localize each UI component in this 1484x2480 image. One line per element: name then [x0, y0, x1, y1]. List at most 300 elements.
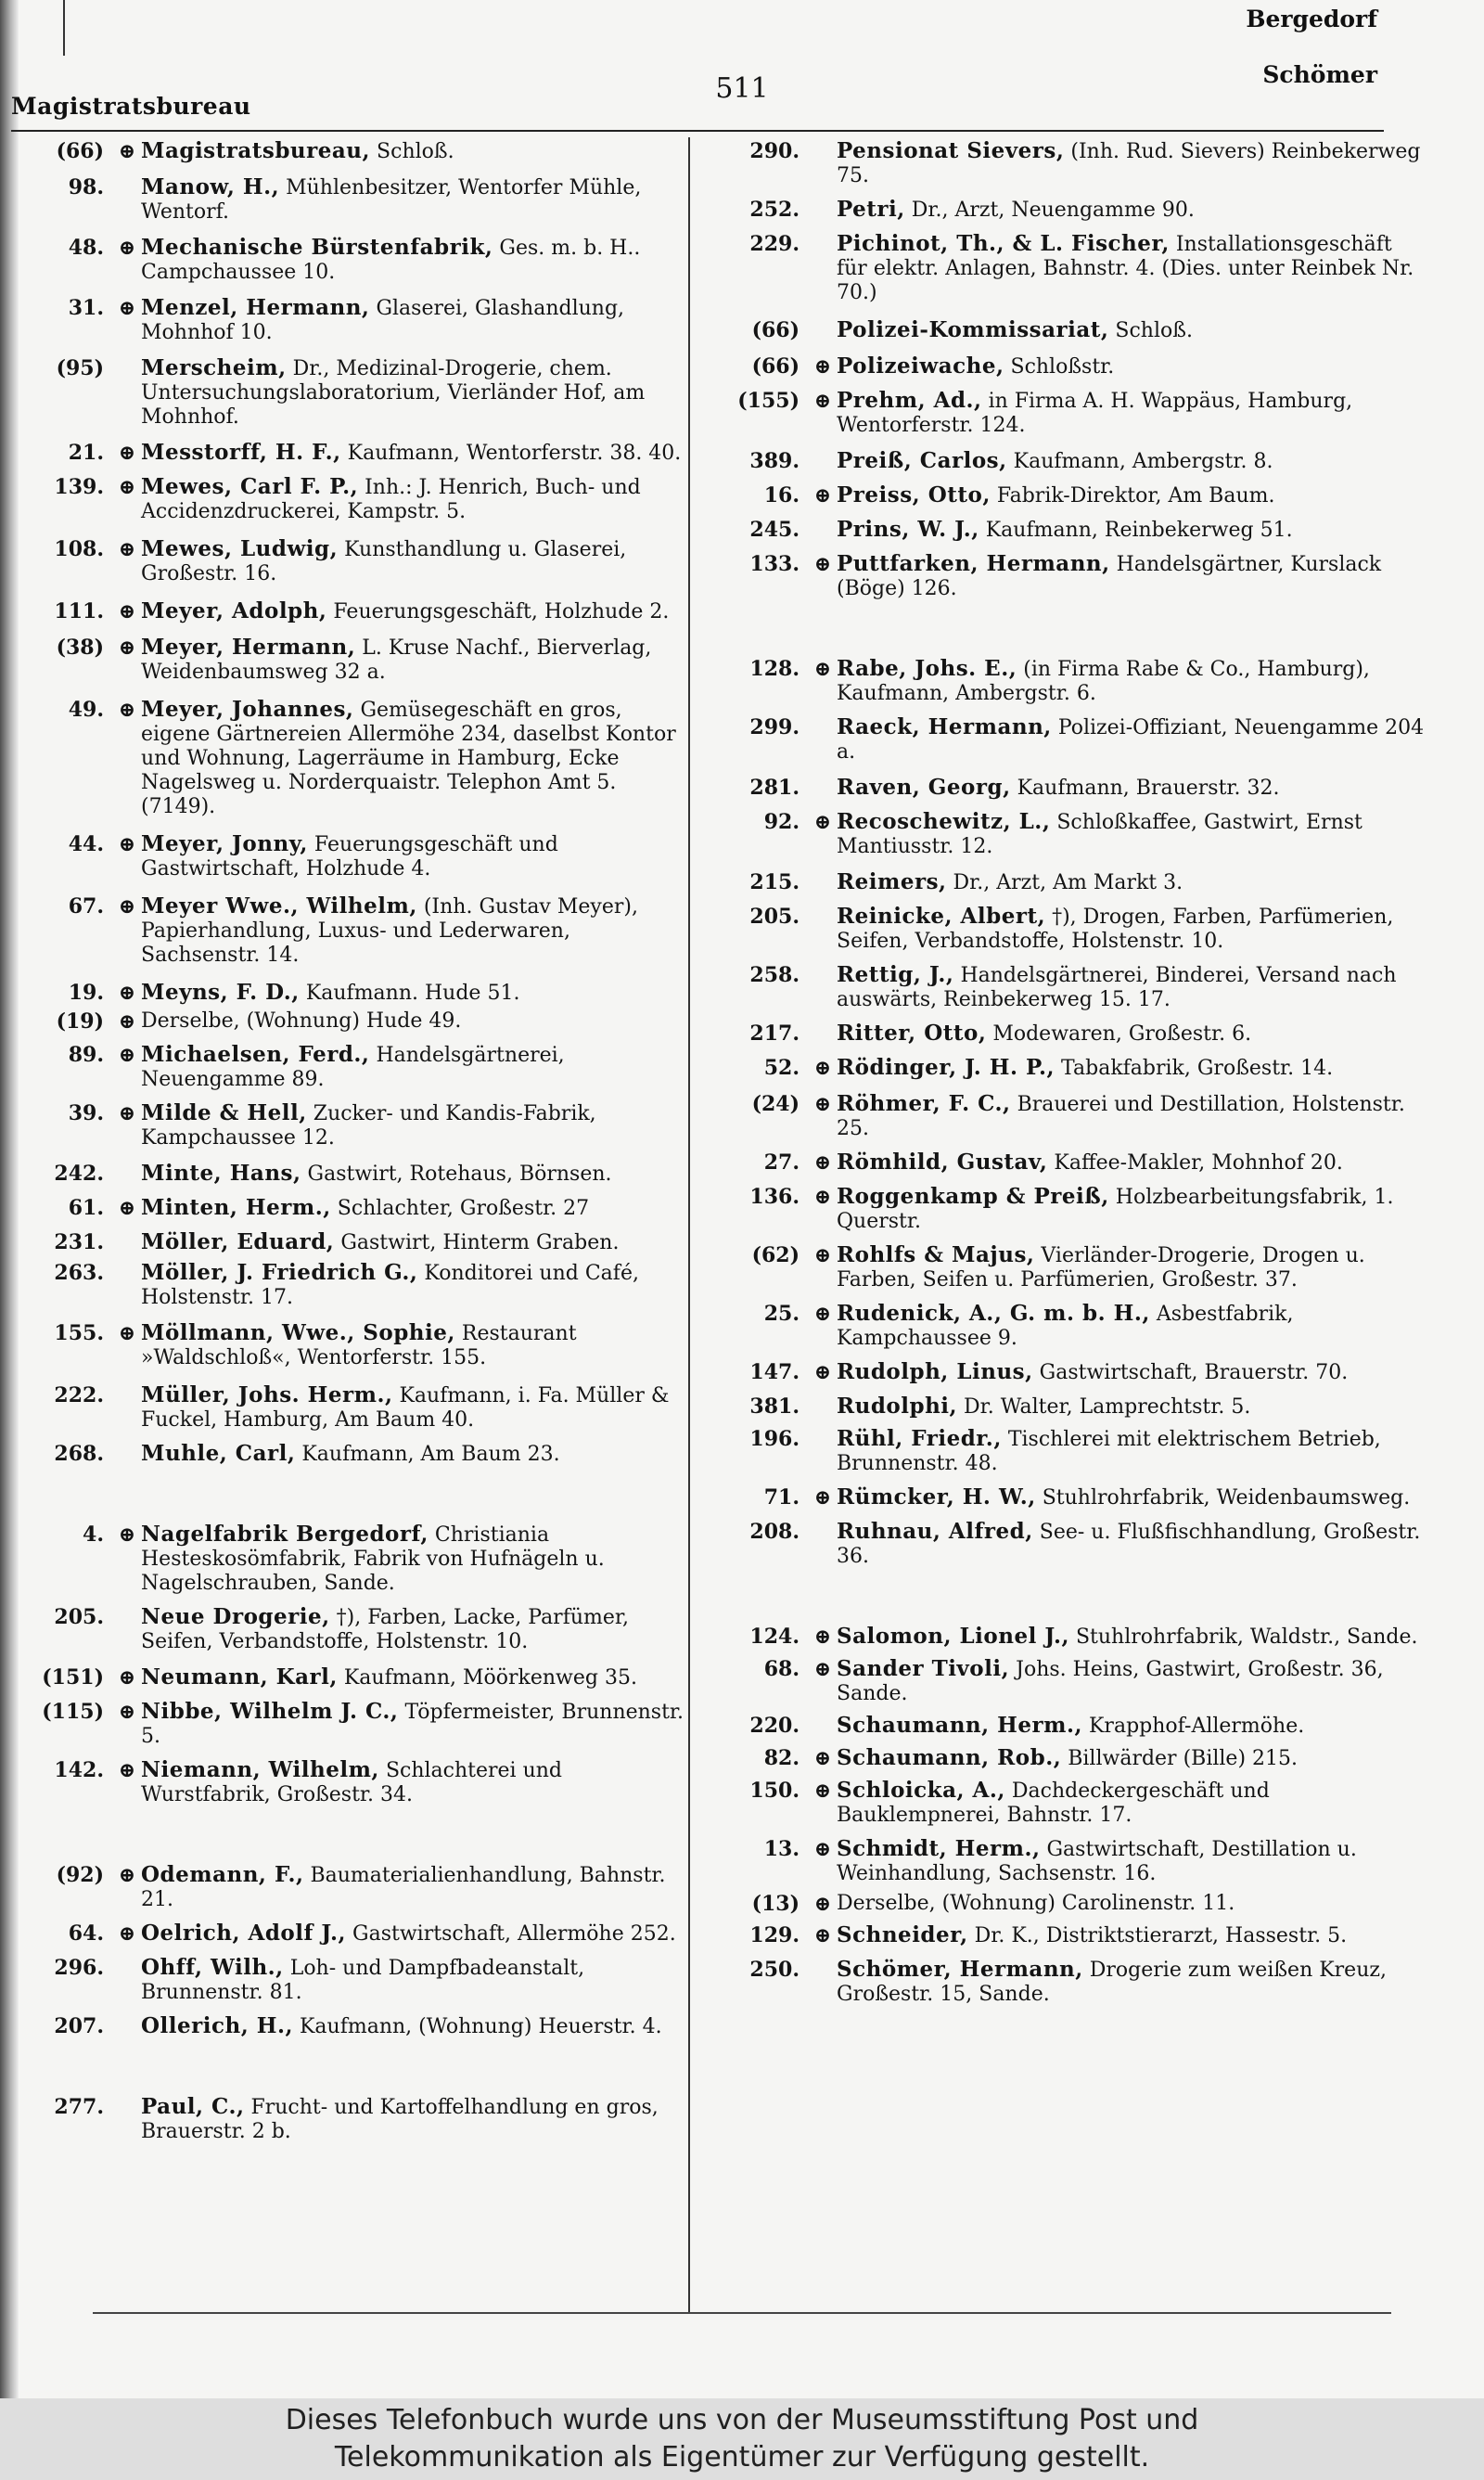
entry-description: Kaufmann, Ambergstr. 8.: [1013, 450, 1273, 473]
entry-description: Kaufmann, Brauerstr. 32.: [1017, 777, 1280, 800]
entry-text: [837, 1958, 1428, 2007]
cross-marker-icon: ⊕: [118, 894, 136, 919]
entry-text: [837, 1022, 1428, 1047]
entry-name: Meyer Wwe., Wilhelm,: [141, 893, 417, 919]
entry-text: [837, 1923, 1428, 1948]
cross-marker-icon: ⊕: [813, 1746, 832, 1770]
entry-text: [141, 1383, 686, 1433]
directory-entry: [733, 1485, 1428, 1510]
directory-entry: [733, 449, 1428, 474]
entry-description: Dr., Arzt, Am Markt 3.: [953, 871, 1183, 894]
cross-marker-icon: ⊕: [118, 832, 136, 856]
directory-entry: [733, 1150, 1428, 1176]
entry-phone-number: (92): [56, 1863, 104, 1887]
entry-name: Muhle, Carl,: [141, 1441, 296, 1466]
directory-entry: [733, 1360, 1428, 1385]
directory-entry: [733, 1958, 1428, 2007]
entry-description: Tischlerei mit elektrischem Betrieb, Brunnenstr. 48.: [837, 1428, 1381, 1475]
entry-name: Polizei-Kommissariat,: [837, 317, 1109, 342]
entry-description: Fabrik-Direktor, Am Baum.: [996, 484, 1275, 508]
entry-name: Reimers,: [837, 869, 947, 894]
entry-phone-number: 82.: [763, 1746, 800, 1770]
directory-entry: [733, 963, 1428, 1012]
entry-name: Meyer, Johannes,: [141, 697, 354, 722]
entry-text: [141, 832, 686, 881]
entry-text: [141, 139, 686, 164]
directory-entry: [733, 810, 1428, 859]
entry-text: [141, 1605, 686, 1654]
cross-marker-icon: ⊕: [118, 698, 136, 722]
directory-entry: [733, 483, 1428, 508]
entry-name: Menzel, Hermann,: [141, 295, 370, 320]
entry-name: Michaelsen, Ferd.,: [141, 1042, 370, 1067]
entry-text: [837, 1779, 1428, 1828]
entry-text: [837, 1092, 1428, 1141]
entry-name: Neumann, Karl,: [141, 1664, 338, 1690]
entry-description: Schloßstr.: [1010, 355, 1115, 379]
entry-description: Gastwirtschaft, Brauerstr. 70.: [1039, 1361, 1349, 1384]
cross-marker-icon: ⊕: [118, 1523, 136, 1547]
entry-phone-number: (66): [751, 354, 800, 379]
entry-name: Odemann, F.,: [141, 1862, 304, 1887]
entry-text: [141, 1043, 686, 1092]
entry-name: Prehm, Ad.,: [837, 388, 982, 413]
entry-text: [141, 1009, 686, 1034]
entry-phone-number: (95): [56, 356, 104, 380]
entry-description: Billwärder (Bille) 215.: [1068, 1747, 1298, 1770]
entry-description: †), Farben, Lacke, Parfümer, Seifen, Verbandstoffe, Holstenstr. 10.: [141, 1606, 629, 1653]
entry-text: [141, 441, 686, 466]
entry-text: [837, 1714, 1428, 1739]
directory-entry: [733, 1520, 1428, 1569]
entry-text: [837, 1394, 1428, 1420]
entry-name: Polizeiwache,: [837, 353, 1004, 379]
cross-marker-icon: ⊕: [118, 981, 136, 1005]
entry-name: Prins, W. J.,: [837, 517, 979, 542]
directory-entry: [733, 776, 1428, 801]
entry-description: (in Firma Rabe & Co., Hamburg), Kaufmann, Ambergstr. 6.: [837, 658, 1370, 705]
entry-description: Glaserei, Glashandlung, Mohnhof 10.: [141, 297, 625, 344]
entry-description: Dr., Medizinal-Drogerie, chem. Untersuchungslaboratorium, Vierländer Hof, am Mohnhof.: [141, 357, 646, 429]
entry-description: Stuhlrohrfabrik, Weidenbaumsweg.: [1042, 1486, 1411, 1510]
cross-marker-icon: ⊕: [118, 599, 136, 623]
entry-phone-number: (151): [42, 1665, 104, 1690]
entry-text: [837, 198, 1428, 223]
directory-entry: [37, 1956, 686, 2005]
cross-marker-icon: ⊕: [813, 1779, 832, 1803]
cross-marker-icon: ⊕: [813, 1837, 832, 1861]
entry-text: [837, 1485, 1428, 1510]
directory-entry: [37, 1863, 686, 1912]
header-rule: [11, 130, 1384, 132]
entry-name: Raeck, Hermann,: [837, 714, 1052, 739]
entry-description: Krapphof-Allermöhe.: [1089, 1715, 1305, 1738]
entry-text: [837, 1360, 1428, 1385]
cross-marker-icon: ⊕: [118, 475, 136, 499]
entry-phone-number: 229.: [749, 232, 800, 256]
entry-text: [837, 810, 1428, 859]
entry-phone-number: (155): [737, 389, 800, 413]
entry-description: L. Kruse Nachf., Bierverlag, Weidenbaumsweg 32 a.: [141, 636, 652, 684]
directory-entry: [733, 1427, 1428, 1476]
entry-text: [141, 1162, 686, 1187]
entry-description: Derselbe, (Wohnung) Carolinenstr. 11.: [837, 1892, 1235, 1915]
entry-phone-number: (24): [751, 1092, 800, 1116]
entry-phone-number: 277.: [54, 2095, 104, 2119]
entry-description: Dr., Arzt, Neuengamme 90.: [911, 199, 1195, 222]
entry-description: Handelsgärtnerei, Binderei, Versand nach auswärts, Reinbekerweg 15. 17.: [837, 964, 1397, 1011]
directory-entry: [37, 1605, 686, 1654]
entry-text: [837, 354, 1428, 379]
entry-name: Schaumann, Rob.,: [837, 1745, 1062, 1770]
directory-entry: [37, 1442, 686, 1467]
entry-phone-number: 217.: [749, 1022, 800, 1046]
cross-marker-icon: ⊕: [118, 236, 136, 260]
directory-entry: [733, 657, 1428, 706]
entry-name: Rettig, J.,: [837, 962, 954, 987]
entry-phone-number: 4.: [83, 1523, 104, 1547]
entry-text: [837, 905, 1428, 954]
entry-description: Installationsgeschäft für elektr. Anlagen, Bahnstr. 4. (Dies. unter Reinbek Nr. 70.): [837, 233, 1414, 304]
cross-marker-icon: ⊕: [118, 1921, 136, 1946]
cross-marker-icon: ⊕: [813, 1185, 832, 1209]
entry-name: Petri,: [837, 197, 905, 222]
entry-phone-number: 136.: [749, 1185, 800, 1209]
column-divider: [688, 137, 690, 2313]
entry-phone-number: 25.: [763, 1302, 800, 1326]
entry-text: [837, 1520, 1428, 1569]
entry-phone-number: 44.: [68, 832, 104, 856]
entry-text: [837, 449, 1428, 474]
entry-description: †), Drogen, Farben, Parfümerien, Seifen, Verbandstoffe, Holstenstr. 10.: [837, 906, 1394, 953]
entry-description: Ges. m. b. H.. Campchaussee 10.: [141, 237, 641, 284]
entry-phone-number: (38): [56, 636, 104, 660]
cross-marker-icon: ⊕: [118, 537, 136, 561]
entry-text: [141, 2095, 686, 2144]
entry-phone-number: 205.: [749, 905, 800, 929]
directory-entry: [37, 981, 686, 1006]
directory-entry: [733, 1185, 1428, 1234]
entry-phone-number: 268.: [54, 1442, 104, 1466]
directory-entry: [37, 698, 686, 819]
entry-text: [837, 483, 1428, 508]
entry-text: [141, 981, 686, 1006]
cross-marker-icon: ⊕: [813, 1360, 832, 1384]
entry-name: Magistratsbureau,: [141, 138, 371, 163]
entry-description: See- u. Flußfischhandlung, Großestr. 36.: [837, 1521, 1421, 1568]
entry-description: in Firma A. H. Wappäus, Hamburg, Wentorferstr. 124.: [837, 390, 1353, 437]
entry-description: Frucht- und Kartoffelhandlung en gros, Brauerstr. 2 b.: [141, 2096, 659, 2143]
entry-description: Modewaren, Großestr. 6.: [992, 1022, 1252, 1046]
entry-description: Restaurant »Waldschloß«, Wentorferstr. 155.: [141, 1322, 577, 1369]
entry-phone-number: 98.: [68, 175, 104, 199]
entry-name: Roggenkamp & Preiß,: [837, 1184, 1109, 1209]
entry-name: Minten, Herm.,: [141, 1195, 331, 1220]
entry-text: [141, 175, 686, 225]
entry-phone-number: 250.: [749, 1958, 800, 1982]
entry-phone-number: 299.: [749, 715, 800, 739]
entry-description: Inh.: J. Henrich, Buch- und Accidenzdruckerei, Kampstr. 5.: [141, 476, 641, 523]
cross-marker-icon: ⊕: [813, 1892, 832, 1916]
directory-entry: [37, 1043, 686, 1092]
directory-entry: [37, 894, 686, 968]
entry-description: (Inh. Gustav Meyer), Papierhandlung, Luxus- und Lederwaren, Sachsenstr. 14.: [141, 895, 638, 967]
cross-marker-icon: ⊕: [813, 354, 832, 379]
entry-text: [837, 1625, 1428, 1650]
entry-phone-number: 207.: [54, 2014, 104, 2038]
entry-phone-number: 150.: [749, 1779, 800, 1803]
directory-entry: [37, 2095, 686, 2144]
entry-phone-number: 48.: [68, 236, 104, 260]
entry-name: Milde & Hell,: [141, 1100, 307, 1125]
entry-phone-number: 205.: [54, 1605, 104, 1629]
entry-description: Holzbearbeitungsfabrik, 1. Querstr.: [837, 1186, 1394, 1233]
entry-text: [141, 1665, 686, 1690]
entry-name: Pichinot, Th., & L. Fischer,: [837, 231, 1170, 256]
directory-entry: [37, 1383, 686, 1433]
entry-text: [141, 1101, 686, 1150]
entry-text: [837, 389, 1428, 438]
entry-text: [837, 1746, 1428, 1771]
entry-name: Salomon, Lionel J.,: [837, 1624, 1069, 1649]
entry-name: Niemann, Wilhelm,: [141, 1757, 379, 1782]
entry-text: [837, 232, 1428, 305]
entry-phone-number: 258.: [749, 963, 800, 987]
entry-phone-number: 67.: [68, 894, 104, 919]
directory-entry: [733, 1625, 1428, 1650]
entry-description: Gastwirt, Hinterm Graben.: [340, 1231, 620, 1254]
entry-description: Derselbe, (Wohnung) Hude 49.: [141, 1009, 462, 1033]
entry-name: Rudenick, A., G. m. b. H.,: [837, 1301, 1150, 1326]
cross-marker-icon: ⊕: [118, 1700, 136, 1724]
directory-entry: [37, 832, 686, 881]
entry-text: [141, 1956, 686, 2005]
cross-marker-icon: ⊕: [813, 810, 832, 834]
cross-marker-icon: ⊕: [118, 1665, 136, 1690]
entry-name: Meyer, Jonny,: [141, 831, 308, 856]
entry-name: Ritter, Otto,: [837, 1021, 987, 1046]
entry-text: [837, 1056, 1428, 1081]
entry-name: Recoschewitz, L.,: [837, 809, 1051, 834]
entry-description: Kaufmann. Hude 51.: [305, 982, 520, 1005]
entry-name: Pensionat Sievers,: [837, 138, 1065, 163]
entry-phone-number: 49.: [68, 698, 104, 722]
entry-name: Schömer, Hermann,: [837, 1957, 1083, 1982]
entry-text: [837, 1892, 1428, 1916]
directory-entry: [733, 870, 1428, 895]
directory-entry: [37, 1758, 686, 1807]
entry-name: Merscheim,: [141, 355, 287, 380]
directory-entry: [733, 198, 1428, 223]
directory-entry: [37, 599, 686, 624]
cross-marker-icon: ⊕: [813, 1150, 832, 1175]
entry-description: Handelsgärtner, Kurslack (Böge) 126.: [837, 553, 1382, 600]
directory-entry: [733, 1837, 1428, 1886]
cross-marker-icon: ⊕: [813, 1302, 832, 1326]
entry-description: Gastwirtschaft, Destillation u. Weinhandlung, Sachsenstr. 16.: [837, 1838, 1357, 1885]
entry-text: [141, 1863, 686, 1912]
entry-phone-number: (115): [42, 1700, 104, 1724]
cross-marker-icon: ⊕: [813, 1056, 832, 1080]
entry-phone-number: 242.: [54, 1162, 104, 1186]
entry-phone-number: (19): [56, 1009, 104, 1034]
entry-phone-number: 21.: [68, 441, 104, 465]
entry-text: [141, 1442, 686, 1467]
cross-marker-icon: ⊕: [118, 1196, 136, 1220]
entry-description: Christiania Hesteskosömfabrik, Fabrik von Hufnägeln u. Nagelschrauben, Sande.: [141, 1523, 605, 1595]
entry-phone-number: 220.: [749, 1714, 800, 1738]
entry-text: [141, 894, 686, 968]
entry-phone-number: (62): [751, 1243, 800, 1267]
directory-entry: [733, 1056, 1428, 1081]
cross-marker-icon: ⊕: [813, 1625, 832, 1649]
directory-entry: [37, 236, 686, 285]
entry-name: Schneider,: [837, 1922, 968, 1947]
entry-phone-number: 89.: [68, 1043, 104, 1067]
cross-marker-icon: ⊕: [118, 1863, 136, 1887]
entry-text: [837, 552, 1428, 601]
header-right-location: Bergedorf: [1246, 6, 1377, 32]
entry-text: [141, 1523, 686, 1596]
entry-name: Raven, Georg,: [837, 775, 1011, 800]
page-edge-shadow: [0, 0, 19, 2398]
footer-line-1: Dieses Telefonbuch wurde uns von der Museumsstiftung Post und: [285, 2404, 1199, 2436]
entry-description: Drogerie zum weißen Kreuz, Großestr. 15, Sande.: [837, 1959, 1387, 2006]
entry-name: Mewes, Carl F. P.,: [141, 474, 359, 499]
entry-description: Stuhlrohrfabrik, Waldstr., Sande.: [1075, 1625, 1418, 1649]
entry-text: [837, 657, 1428, 706]
entry-description: Polizei-Offiziant, Neuengamme 204 a.: [837, 716, 1425, 764]
entry-text: [837, 776, 1428, 801]
entry-name: Neue Drogerie,: [141, 1604, 330, 1629]
entry-description: Schloßkaffee, Gastwirt, Ernst Mantiusstr. 12.: [837, 811, 1362, 858]
directory-entry: [733, 1394, 1428, 1420]
cross-marker-icon: ⊕: [118, 1758, 136, 1782]
entry-description: Schloß.: [1115, 319, 1193, 342]
entry-name: Ruhnau, Alfred,: [837, 1519, 1033, 1544]
entry-description: (Inh. Rud. Sievers) Reinbekerweg 75.: [837, 140, 1421, 187]
entry-description: Schlachter, Großestr. 27: [337, 1197, 590, 1220]
entry-name: Schloicka, A.,: [837, 1778, 1005, 1803]
entry-text: [141, 1700, 686, 1749]
entry-description: Zucker- und Kandis-Fabrik, Kampchaussee 12.: [141, 1102, 596, 1150]
entry-name: Nagelfabrik Bergedorf,: [141, 1522, 429, 1547]
entry-name: Paul, C.,: [141, 2094, 245, 2119]
entry-name: Rudolphi,: [837, 1394, 958, 1419]
entry-text: [141, 296, 686, 345]
entry-phone-number: 222.: [54, 1383, 104, 1407]
directory-entry: [37, 175, 686, 225]
entry-description: Dr. Walter, Lamprechtstr. 5.: [964, 1395, 1251, 1419]
directory-entry: [733, 518, 1428, 543]
entry-name: Meyns, F. D.,: [141, 980, 300, 1005]
header-right-keyword: Schömer: [1262, 61, 1377, 88]
entry-name: Müller, Johs. Herm.,: [141, 1382, 393, 1407]
entry-text: [837, 1837, 1428, 1886]
entry-description: Gemüsegeschäft en gros, eigene Gärtnereien Allermöhe 234, daselbst Kontor und Wohnung, Lagerräume in Hamburg, Ecke Nagelsweg u. Norderquaistr. Telephon Amt 5. (7149).: [141, 699, 676, 818]
directory-entry: [733, 1714, 1428, 1739]
cross-marker-icon: ⊕: [813, 657, 832, 681]
entry-text: [837, 518, 1428, 543]
entry-phone-number: 64.: [68, 1921, 104, 1946]
entry-description: Asbestfabrik, Kampchaussee 9.: [837, 1303, 1294, 1350]
directory-entry: [733, 1892, 1428, 1916]
entry-phone-number: 13.: [763, 1837, 800, 1861]
directory-entry: [37, 475, 686, 524]
entry-phone-number: 27.: [763, 1150, 800, 1175]
directory-entry: [37, 1523, 686, 1596]
cross-marker-icon: ⊕: [813, 1485, 832, 1510]
directory-entry: [37, 1700, 686, 1749]
entry-description: Töpfermeister, Brunnenstr. 5.: [141, 1701, 684, 1748]
entry-text: [141, 698, 686, 819]
entry-name: Reinicke, Albert,: [837, 904, 1046, 929]
entry-description: Schlachterei und Wurstfabrik, Großestr. 34.: [141, 1759, 562, 1806]
bottom-rule: [93, 2312, 1391, 2314]
directory-entry: [733, 1746, 1428, 1771]
entry-description: Dachdeckergeschäft und Bauklempnerei, Bahnstr. 17.: [837, 1780, 1270, 1827]
entry-description: Baumaterialienhandlung, Bahnstr. 21.: [141, 1864, 666, 1911]
entry-text: [141, 1230, 686, 1255]
entry-name: Puttfarken, Hermann,: [837, 551, 1110, 576]
entry-name: Mewes, Ludwig,: [141, 536, 339, 561]
directory-entry: [37, 1230, 686, 1255]
entry-text: [837, 139, 1428, 188]
entry-description: Dr. K., Distriktstierarzt, Hassestr. 5.: [974, 1924, 1348, 1947]
entry-name: Rühl, Friedr.,: [837, 1426, 1002, 1451]
entry-phone-number: 381.: [749, 1394, 800, 1419]
entry-text: [141, 537, 686, 586]
entry-description: Vierländer-Drogerie, Drogen u. Farben, Seifen u. Parfümerien, Großestr. 37.: [837, 1244, 1365, 1291]
entry-name: Meyer, Adolph,: [141, 598, 327, 623]
entry-phone-number: 139.: [54, 475, 104, 499]
entry-name: Sander Tivoli,: [837, 1656, 1010, 1681]
entry-description: Kaffee-Makler, Mohnhof 20.: [1054, 1151, 1343, 1175]
entry-phone-number: 389.: [749, 449, 800, 473]
cross-marker-icon: ⊕: [118, 636, 136, 660]
entry-name: Preiss, Otto,: [837, 482, 991, 508]
entry-description: Gastwirtschaft, Allermöhe 252.: [352, 1922, 676, 1946]
header-left-keyword: Magistratsbureau: [11, 93, 251, 120]
directory-entry: [37, 1665, 686, 1690]
directory-entry: [37, 1009, 686, 1034]
directory-entry: [733, 1092, 1428, 1141]
entry-name: Oelrich, Adolf J.,: [141, 1921, 347, 1946]
entry-phone-number: 52.: [763, 1056, 800, 1080]
cross-marker-icon: ⊕: [118, 139, 136, 163]
directory-entry: [37, 1101, 686, 1150]
entry-text: [141, 236, 686, 285]
entry-phone-number: 196.: [749, 1427, 800, 1451]
directory-entry: [37, 1321, 686, 1370]
entry-phone-number: (66): [751, 318, 800, 342]
entry-text: [837, 963, 1428, 1012]
entry-name: Rohlfs & Majus,: [837, 1242, 1035, 1267]
entry-phone-number: 281.: [749, 776, 800, 800]
entry-text: [837, 1427, 1428, 1476]
entry-phone-number: 124.: [749, 1625, 800, 1649]
cross-marker-icon: ⊕: [813, 483, 832, 508]
entry-text: [141, 475, 686, 524]
entry-description: Brauerei und Destillation, Holstenstr. 25.: [837, 1093, 1405, 1140]
directory-entry: [733, 1243, 1428, 1292]
entry-phone-number: 208.: [749, 1520, 800, 1544]
entry-name: Nibbe, Wilhelm J. C.,: [141, 1699, 399, 1724]
directory-entry: [733, 318, 1428, 343]
entry-text: [837, 1243, 1428, 1292]
entry-description: Kaufmann, Wentorferstr. 38. 40.: [347, 442, 682, 465]
cross-marker-icon: ⊕: [813, 389, 832, 413]
